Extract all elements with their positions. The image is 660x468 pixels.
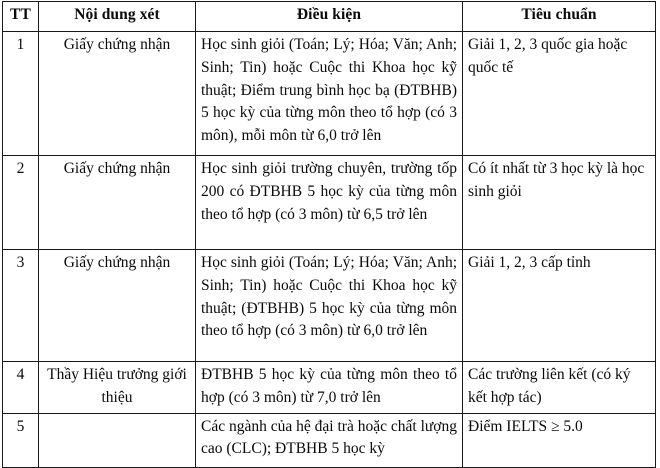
row-standard-cell: Có ít nhất từ 3 học kỳ là học sinh giỏi xyxy=(463,156,656,250)
column-header-tt: TT xyxy=(3,2,39,32)
row-content-cell: Giấy chứng nhận xyxy=(39,32,196,156)
row-number-cell: 5 xyxy=(3,413,39,467)
row-standard-cell: Các trường liên kết (có ký kết hợp tác) xyxy=(463,362,656,414)
row-content-cell: Giấy chứng nhận xyxy=(39,156,196,250)
row-condition-cell: Các ngành của hệ đại trà hoặc chất lượng cao (CLC); ĐTBHB 5 học kỳ xyxy=(196,413,463,467)
table-row xyxy=(3,156,656,250)
row-content-cell xyxy=(39,413,196,467)
row-content-cell: Thầy Hiệu trưởng giới thiệu xyxy=(39,362,196,414)
row-number-cell: 3 xyxy=(3,250,39,362)
admission-criteria-table xyxy=(2,1,656,468)
column-header-condition: Điều kiện xyxy=(196,2,463,32)
table-row xyxy=(3,413,656,467)
table-row xyxy=(3,32,656,156)
table-body xyxy=(3,32,656,468)
criteria-table-container xyxy=(2,1,655,468)
table-row xyxy=(3,362,656,414)
row-standard-cell: Giải 1, 2, 3 quốc gia hoặc quốc tế xyxy=(463,32,656,156)
row-number-cell: 1 xyxy=(3,32,39,156)
table-header-row xyxy=(3,2,656,32)
row-condition-cell: Học sinh giỏi trường chuyên, trường tốp 200 có ĐTBHB 5 học kỳ của từng môn theo tổ hợp (có 3 môn) từ 6,5 trở lên xyxy=(196,156,463,250)
row-standard-cell: Giải 1, 2, 3 cấp tỉnh xyxy=(463,250,656,362)
table-header xyxy=(3,2,656,32)
row-condition-cell: Học sinh giỏi (Toán; Lý; Hóa; Văn; Anh; Sinh; Tin) hoặc Cuộc thi Khoa học kỹ thuật; Điểm trung bình học bạ (ĐTBHB) 5 học kỳ của từng môn theo tổ hợp (có 3 môn), mỗi môn từ 6,0 trở lên xyxy=(196,32,463,156)
row-condition-cell: Học sinh giỏi (Toán; Lý; Hóa; Văn; Anh; Sinh; Tin) hoặc Cuộc thi Khoa học kỹ thuật; (ĐTBHB) 5 học kỳ của từng môn theo tổ hợp (có 3 môn) từ 6,0 trở lên xyxy=(196,250,463,362)
row-number-cell: 4 xyxy=(3,362,39,414)
row-condition-cell: ĐTBHB 5 học kỳ của từng môn theo tổ hợp (có 3 môn) từ 7,0 trở lên xyxy=(196,362,463,414)
row-standard-cell: Điểm IELTS ≥ 5.0 xyxy=(463,413,656,467)
table-row xyxy=(3,250,656,362)
column-header-content: Nội dung xét xyxy=(39,2,196,32)
column-header-standard: Tiêu chuẩn xyxy=(463,2,656,32)
row-content-cell: Giấy chứng nhận xyxy=(39,250,196,362)
row-number-cell: 2 xyxy=(3,156,39,250)
